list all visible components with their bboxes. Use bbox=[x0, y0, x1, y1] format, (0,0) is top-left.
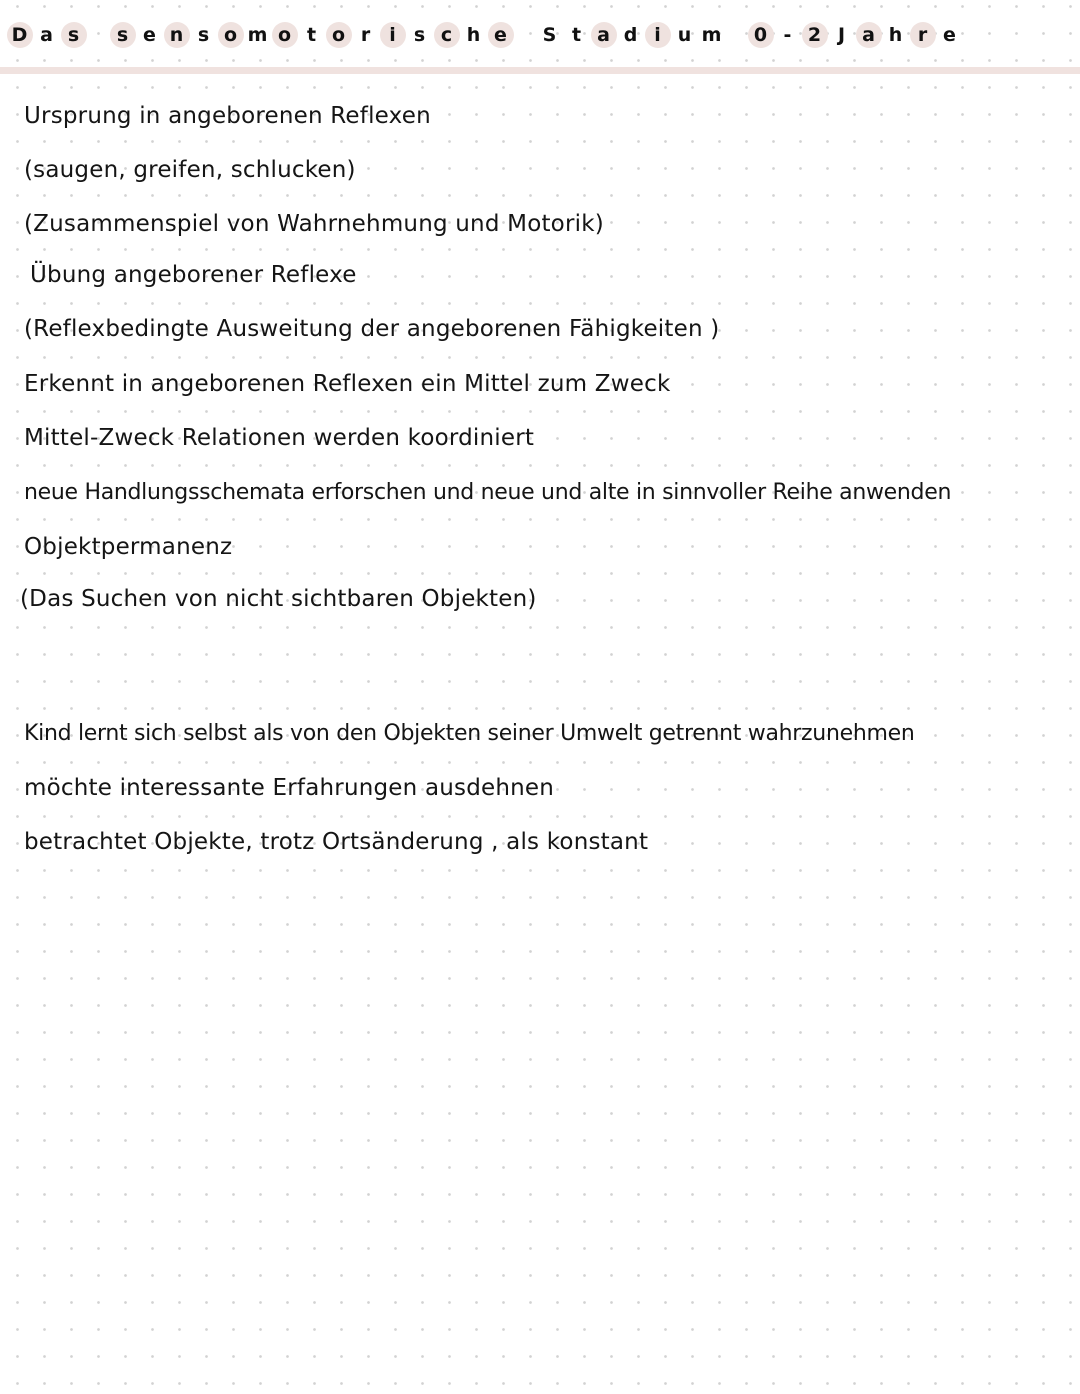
title-word-1 bbox=[6, 20, 87, 50]
title-letter: J bbox=[837, 24, 846, 46]
title-letter: m bbox=[701, 24, 722, 46]
title-letter-highlighted: c bbox=[433, 20, 460, 50]
title-letter-highlighted: o bbox=[217, 20, 244, 50]
note-line-13: betrachtet Objekte, trotz Ortsänderung , als konstant bbox=[24, 829, 649, 855]
title-letter-highlighted: 2 bbox=[801, 20, 828, 50]
title-letter: s bbox=[197, 24, 210, 46]
title-letter: s bbox=[413, 24, 426, 46]
note-line-12: möchte interessante Erfahrungen ausdehnen bbox=[24, 775, 555, 801]
note-line-8: neue Handlungsschemata erforschen und neue und alte in sinnvoller Reihe anwenden bbox=[24, 480, 952, 505]
title-word-2 bbox=[109, 20, 514, 50]
note-line-6: Erkennt in angeborenen Reflexen ein Mittel zum Zweck bbox=[24, 371, 671, 397]
title-letter: t bbox=[306, 24, 317, 46]
title-letter: t bbox=[571, 24, 582, 46]
note-line-9: Objektpermanenz bbox=[24, 534, 233, 560]
title-letter: u bbox=[677, 24, 692, 46]
title-word-4 bbox=[747, 20, 963, 50]
title-letter-highlighted: 0 bbox=[747, 20, 774, 50]
note-line-2: (saugen, greifen, schlucken) bbox=[24, 157, 356, 183]
title-letter: S bbox=[542, 24, 557, 46]
title-letter-highlighted: r bbox=[909, 20, 936, 50]
title-letter-highlighted: i bbox=[379, 20, 406, 50]
title-letter-highlighted: o bbox=[325, 20, 352, 50]
title-letter: h bbox=[466, 24, 481, 46]
title-letter-highlighted: s bbox=[109, 20, 136, 50]
title-letter: e bbox=[943, 24, 956, 46]
title-letter-highlighted: e bbox=[487, 20, 514, 50]
title-letter-highlighted: a bbox=[855, 20, 882, 50]
title-letter-highlighted: o bbox=[271, 20, 298, 50]
title-letter-highlighted: a bbox=[590, 20, 617, 50]
note-line-3: (Zusammenspiel von Wahrnehmung und Motorik) bbox=[24, 211, 604, 237]
note-line-5: (Reflexbedingte Ausweitung der angeborenen Fähigkeiten ) bbox=[24, 316, 720, 342]
title-letter: - bbox=[783, 24, 792, 46]
title-letter-highlighted: n bbox=[163, 20, 190, 50]
title-letter-highlighted: i bbox=[644, 20, 671, 50]
title-letter: a bbox=[40, 24, 53, 46]
note-line-7: Mittel-Zweck Relationen werden koordiniert bbox=[24, 425, 535, 451]
note-line-10: (Das Suchen von nicht sichtbaren Objekten) bbox=[20, 586, 537, 612]
note-line-4: Übung angeborener Reflexe bbox=[30, 262, 357, 288]
title-letter: r bbox=[360, 24, 371, 46]
page-header bbox=[0, 14, 1080, 56]
title-letter: d bbox=[623, 24, 638, 46]
title-word-3 bbox=[536, 20, 725, 50]
header-divider bbox=[0, 67, 1080, 74]
title-letter: m bbox=[247, 24, 268, 46]
note-line-11: Kind lernt sich selbst als von den Objekten seiner Umwelt getrennt wahrzunehmen bbox=[24, 721, 915, 746]
title-letter-highlighted: s bbox=[60, 20, 87, 50]
title-letter: h bbox=[888, 24, 903, 46]
note-line-1: Ursprung in angeborenen Reflexen bbox=[24, 103, 431, 129]
title-letter-highlighted: D bbox=[6, 20, 33, 50]
title-letter: e bbox=[143, 24, 156, 46]
